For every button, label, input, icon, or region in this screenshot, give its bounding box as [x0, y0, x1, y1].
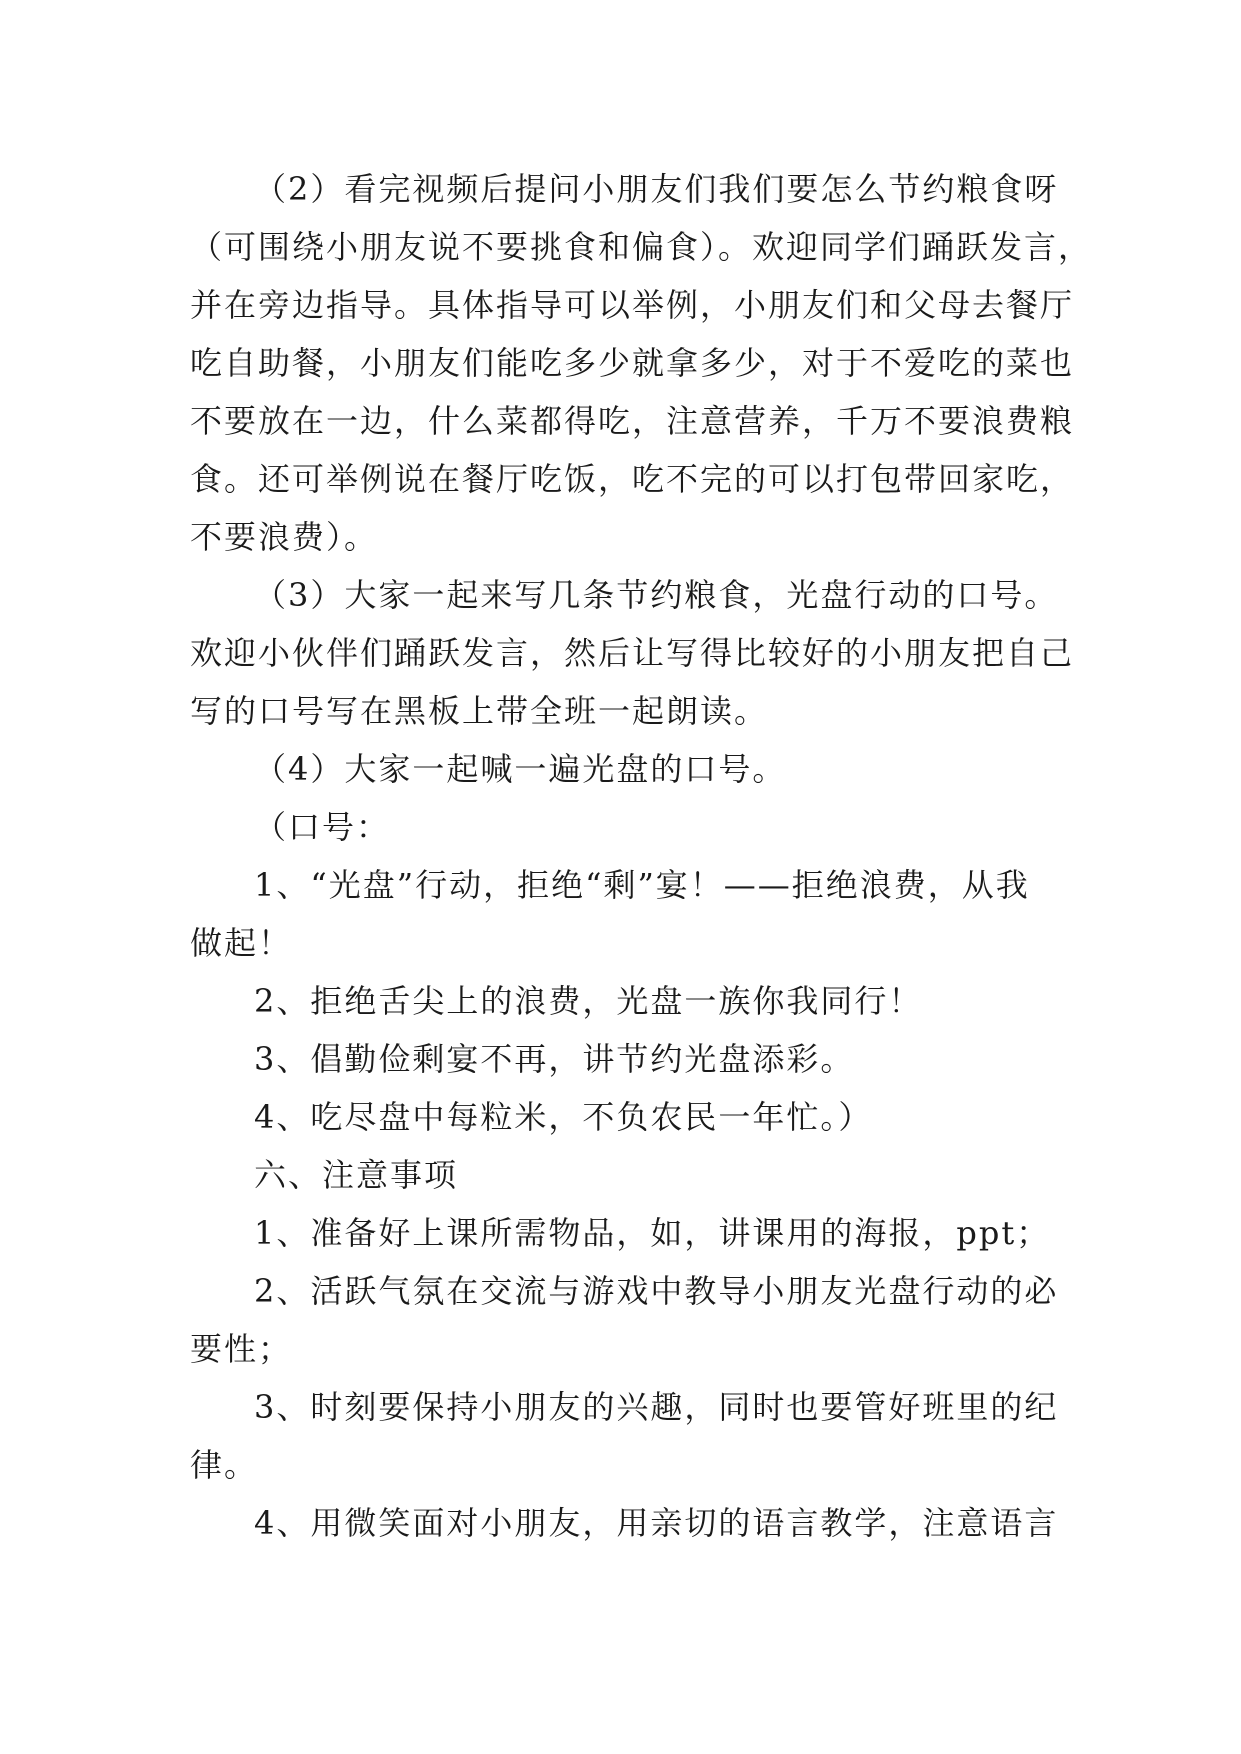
- text-line: 写的口号写在黑板上带全班一起朗读。: [190, 692, 769, 730]
- text-line: 1、准备好上课所需物品，如，讲课用的海报，ppt；: [254, 1214, 1051, 1252]
- text-line: 律。: [190, 1446, 259, 1484]
- text-line: 1、“光盘”行动，拒绝“剩”宴！——拒绝浪费，从我: [254, 866, 1030, 904]
- section-heading: 六、注意事项: [254, 1156, 459, 1194]
- text-line: 食。还可举例说在餐厅吃饭，吃不完的可以打包带回家吃，: [190, 460, 1075, 498]
- text-line: 不要浪费）。: [190, 518, 379, 556]
- text-line: 欢迎小伙伴们踊跃发言，然后让写得比较好的小朋友把自己: [190, 634, 1075, 672]
- text-line: 要性；: [190, 1330, 293, 1368]
- text-line: 2、活跃气氛在交流与游戏中教导小朋友光盘行动的必: [254, 1272, 1059, 1310]
- text-line: 并在旁边指导。具体指导可以举例，小朋友们和父母去餐厅: [190, 286, 1075, 324]
- text-line: 不要放在一边，什么菜都得吃，注意营养，千万不要浪费粮: [190, 402, 1075, 440]
- text-line: 吃自助餐，小朋友们能吃多少就拿多少，对于不爱吃的菜也: [190, 344, 1075, 382]
- text-line: 3、时刻要保持小朋友的兴趣，同时也要管好班里的纪: [254, 1388, 1059, 1426]
- text-line: 做起！: [190, 924, 293, 962]
- text-line: （口号：: [254, 808, 391, 846]
- text-line: （可围绕小朋友说不要挑食和偏食）。欢迎同学们踊跃发言，: [190, 228, 1093, 266]
- text-line: 4、用微笑面对小朋友，用亲切的语言教学，注意语言: [254, 1504, 1059, 1542]
- text-line: 3、倡勤俭剩宴不再，讲节约光盘添彩。: [254, 1040, 855, 1078]
- text-line: （4）大家一起喊一遍光盘的口号。: [254, 750, 787, 788]
- text-line: 2、拒绝舌尖上的浪费，光盘一族你我同行！: [254, 982, 923, 1020]
- text-line: （2）看完视频后提问小朋友们我们要怎么节约粮食呀: [254, 170, 1059, 208]
- text-line: 4、吃尽盘中每粒米，不负农民一年忙。）: [254, 1098, 873, 1136]
- text-line: （3）大家一起来写几条节约粮食，光盘行动的口号。: [254, 576, 1059, 614]
